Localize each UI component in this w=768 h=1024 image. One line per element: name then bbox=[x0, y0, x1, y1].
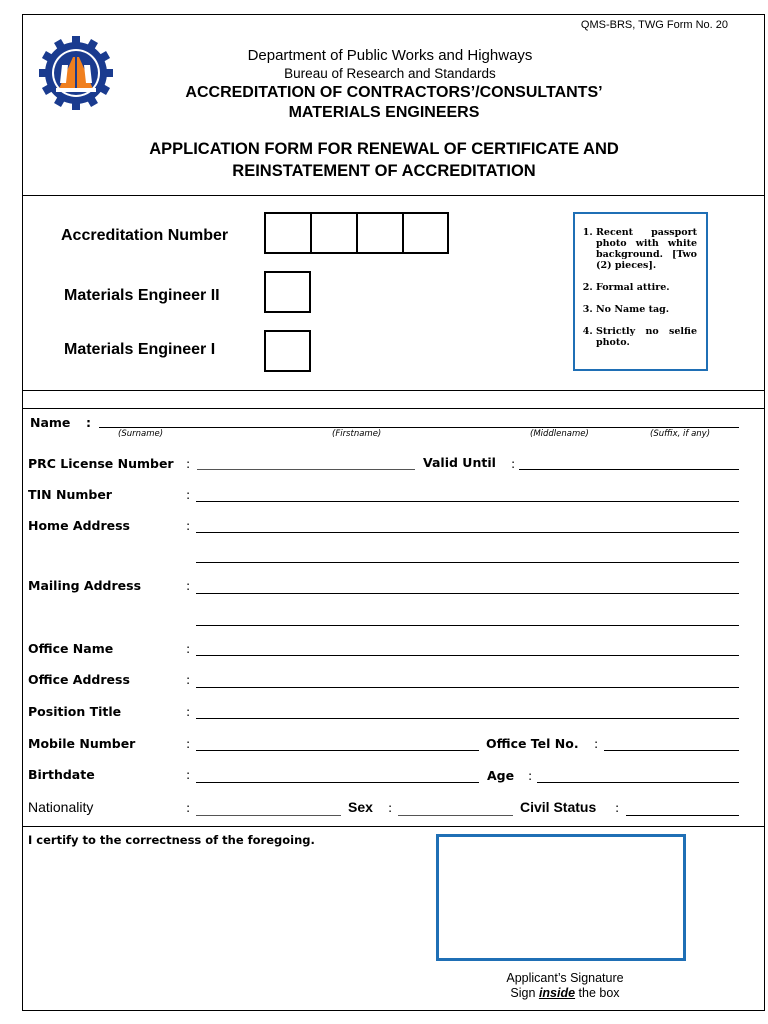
sign-prefix: Sign bbox=[510, 986, 536, 1000]
sign-instruction bbox=[436, 986, 694, 1000]
nationality-label: Nationality bbox=[28, 799, 94, 815]
suffix-hint: (Suffix, if any) bbox=[650, 429, 711, 439]
tin-colon: : bbox=[186, 487, 191, 502]
accreditation-number-label: Accreditation Number bbox=[61, 227, 229, 244]
mailing-address-label: Mailing Address bbox=[28, 578, 142, 593]
nationality-colon: : bbox=[186, 800, 191, 815]
prc-license-label: PRC License Number bbox=[28, 456, 174, 471]
photo-requirements-list bbox=[581, 227, 697, 348]
accreditation-number-box-3[interactable] bbox=[356, 212, 404, 254]
home-address-input-line-2[interactable] bbox=[196, 562, 739, 563]
home-address-colon: : bbox=[186, 518, 191, 533]
accreditation-number-box-1[interactable] bbox=[264, 212, 312, 254]
name-colon: : bbox=[86, 415, 91, 430]
requirement-item: 3. No Name tag. bbox=[596, 304, 697, 315]
office-address-colon: : bbox=[186, 672, 191, 687]
home-address-label: Home Address bbox=[28, 518, 130, 533]
valid-until-label: Valid Until bbox=[423, 455, 496, 470]
mobile-colon: : bbox=[186, 736, 191, 751]
mailing-address-input-line-1[interactable] bbox=[196, 593, 739, 594]
middlename-hint: (Middlename) bbox=[530, 429, 589, 439]
materials-engineer-2-checkbox[interactable] bbox=[264, 271, 311, 313]
certification-statement: I certify to the correctness of the foregoing. bbox=[28, 833, 315, 847]
age-label: Age bbox=[487, 768, 515, 783]
age-input[interactable] bbox=[537, 782, 739, 783]
office-name-colon: : bbox=[186, 641, 191, 656]
accreditation-number-box-4[interactable] bbox=[402, 212, 449, 254]
materials-engineer-1-label: Materials Engineer I bbox=[64, 341, 216, 358]
office-tel-colon: : bbox=[594, 736, 599, 751]
name-label: Name bbox=[30, 415, 71, 430]
position-title-label: Position Title bbox=[28, 704, 122, 719]
civil-status-colon: : bbox=[615, 800, 620, 815]
sex-colon: : bbox=[388, 800, 393, 815]
office-address-input[interactable] bbox=[196, 687, 739, 688]
bureau-name: Bureau of Research and Standards bbox=[284, 66, 496, 81]
civil-status-input[interactable] bbox=[626, 815, 739, 816]
nationality-input[interactable] bbox=[196, 815, 341, 816]
mailing-address-colon: : bbox=[186, 578, 191, 593]
mobile-number-label: Mobile Number bbox=[28, 736, 136, 751]
mobile-number-input[interactable] bbox=[196, 750, 479, 751]
tin-number-input[interactable] bbox=[196, 501, 739, 502]
department-name: Department of Public Works and Highways bbox=[247, 47, 533, 64]
accreditation-number-box-2[interactable] bbox=[310, 212, 358, 254]
valid-until-colon: : bbox=[511, 456, 516, 471]
birthdate-colon: : bbox=[186, 767, 191, 782]
sex-label: Sex bbox=[348, 799, 373, 815]
firstname-hint: (Firstname) bbox=[332, 429, 382, 439]
office-tel-input[interactable] bbox=[604, 750, 739, 751]
sign-suffix: the box bbox=[578, 986, 620, 1000]
signature-box[interactable] bbox=[436, 834, 686, 961]
sex-input[interactable] bbox=[398, 815, 513, 816]
signature-caption: Applicant’s Signature bbox=[506, 971, 624, 985]
office-name-input[interactable] bbox=[196, 655, 739, 656]
home-address-input-line-1[interactable] bbox=[196, 532, 739, 533]
subtitle-line-1: APPLICATION FORM FOR RENEWAL OF CERTIFICATE AND bbox=[149, 140, 619, 158]
age-colon: : bbox=[528, 768, 533, 783]
materials-engineer-1-checkbox[interactable] bbox=[264, 330, 311, 372]
birthdate-input[interactable] bbox=[196, 782, 479, 783]
name-input-line[interactable] bbox=[99, 427, 739, 428]
subtitle-line-2: REINSTATEMENT OF ACCREDITATION bbox=[232, 162, 536, 180]
section-divider-3 bbox=[22, 826, 765, 827]
tin-number-label: TIN Number bbox=[28, 487, 112, 502]
section-divider-1 bbox=[22, 390, 765, 391]
requirement-item: 2. Formal attire. bbox=[596, 282, 697, 293]
sign-emphasis: inside bbox=[538, 986, 576, 1000]
prc-colon: : bbox=[186, 456, 191, 471]
position-title-colon: : bbox=[186, 704, 191, 719]
position-title-input[interactable] bbox=[196, 718, 739, 719]
form-code: QMS-BRS, TWG Form No. 20 bbox=[580, 19, 728, 31]
surname-hint: (Surname) bbox=[118, 429, 164, 439]
header-divider bbox=[22, 195, 765, 196]
materials-engineer-2-label: Materials Engineer II bbox=[64, 287, 220, 304]
photo-requirements-box bbox=[573, 212, 708, 371]
title-line-2: MATERIALS ENGINEERS bbox=[288, 104, 480, 121]
mailing-address-input-line-2[interactable] bbox=[196, 625, 739, 626]
office-name-label: Office Name bbox=[28, 641, 114, 656]
valid-until-input[interactable] bbox=[519, 469, 739, 470]
section-divider-2 bbox=[22, 408, 765, 409]
requirement-item: 4. Strictly no selfie photo. bbox=[596, 326, 697, 348]
title-line-1: ACCREDITATION OF CONTRACTORS’/CONSULTANTS’ bbox=[185, 84, 603, 101]
requirement-item: 1. Recent passport photo with white background. [Two (2) pieces]. bbox=[596, 227, 697, 271]
office-address-label: Office Address bbox=[28, 672, 130, 687]
civil-status-label: Civil Status bbox=[520, 799, 597, 815]
office-tel-label: Office Tel No. bbox=[486, 736, 579, 751]
birthdate-label: Birthdate bbox=[28, 767, 95, 782]
prc-license-input[interactable] bbox=[197, 469, 415, 470]
